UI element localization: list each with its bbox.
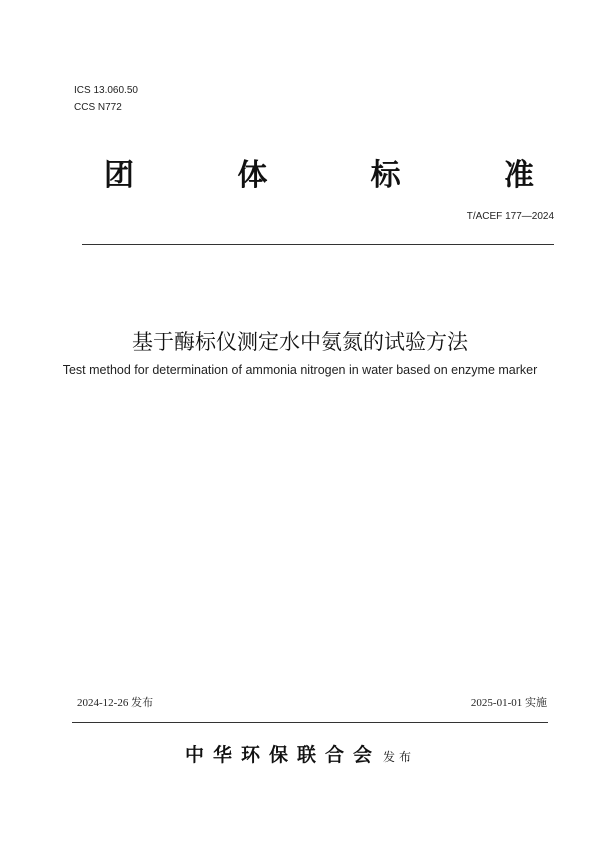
standard-type-char: 标 [370,158,401,193]
issue-date: 2024-12-26 发布 [77,697,154,709]
bottom-divider [72,722,548,723]
ccs-code: CCS N772 [74,102,122,113]
standard-type-char: 体 [237,158,268,193]
top-divider [82,244,554,245]
implementation-date: 2025-01-01 实施 [470,697,547,709]
standard-type-char: 团 [104,158,134,193]
standard-type-heading [104,150,534,194]
title-english: Test method for determination of ammonia nitrogen in water based on enzyme marker [62,363,538,377]
publisher-organization: 中华环保联合会 [184,744,381,766]
classification-codes [74,82,138,116]
publisher-suffix: 发布 [383,750,416,764]
standard-type-char: 准 [503,158,534,193]
publisher-line [0,740,600,767]
standard-number: T/ACEF 177—2024 [466,211,554,222]
ics-code: ICS 13.060.50 [74,85,138,96]
title-chinese: 基于酶标仪测定水中氨氮的试验方法 [132,330,468,354]
